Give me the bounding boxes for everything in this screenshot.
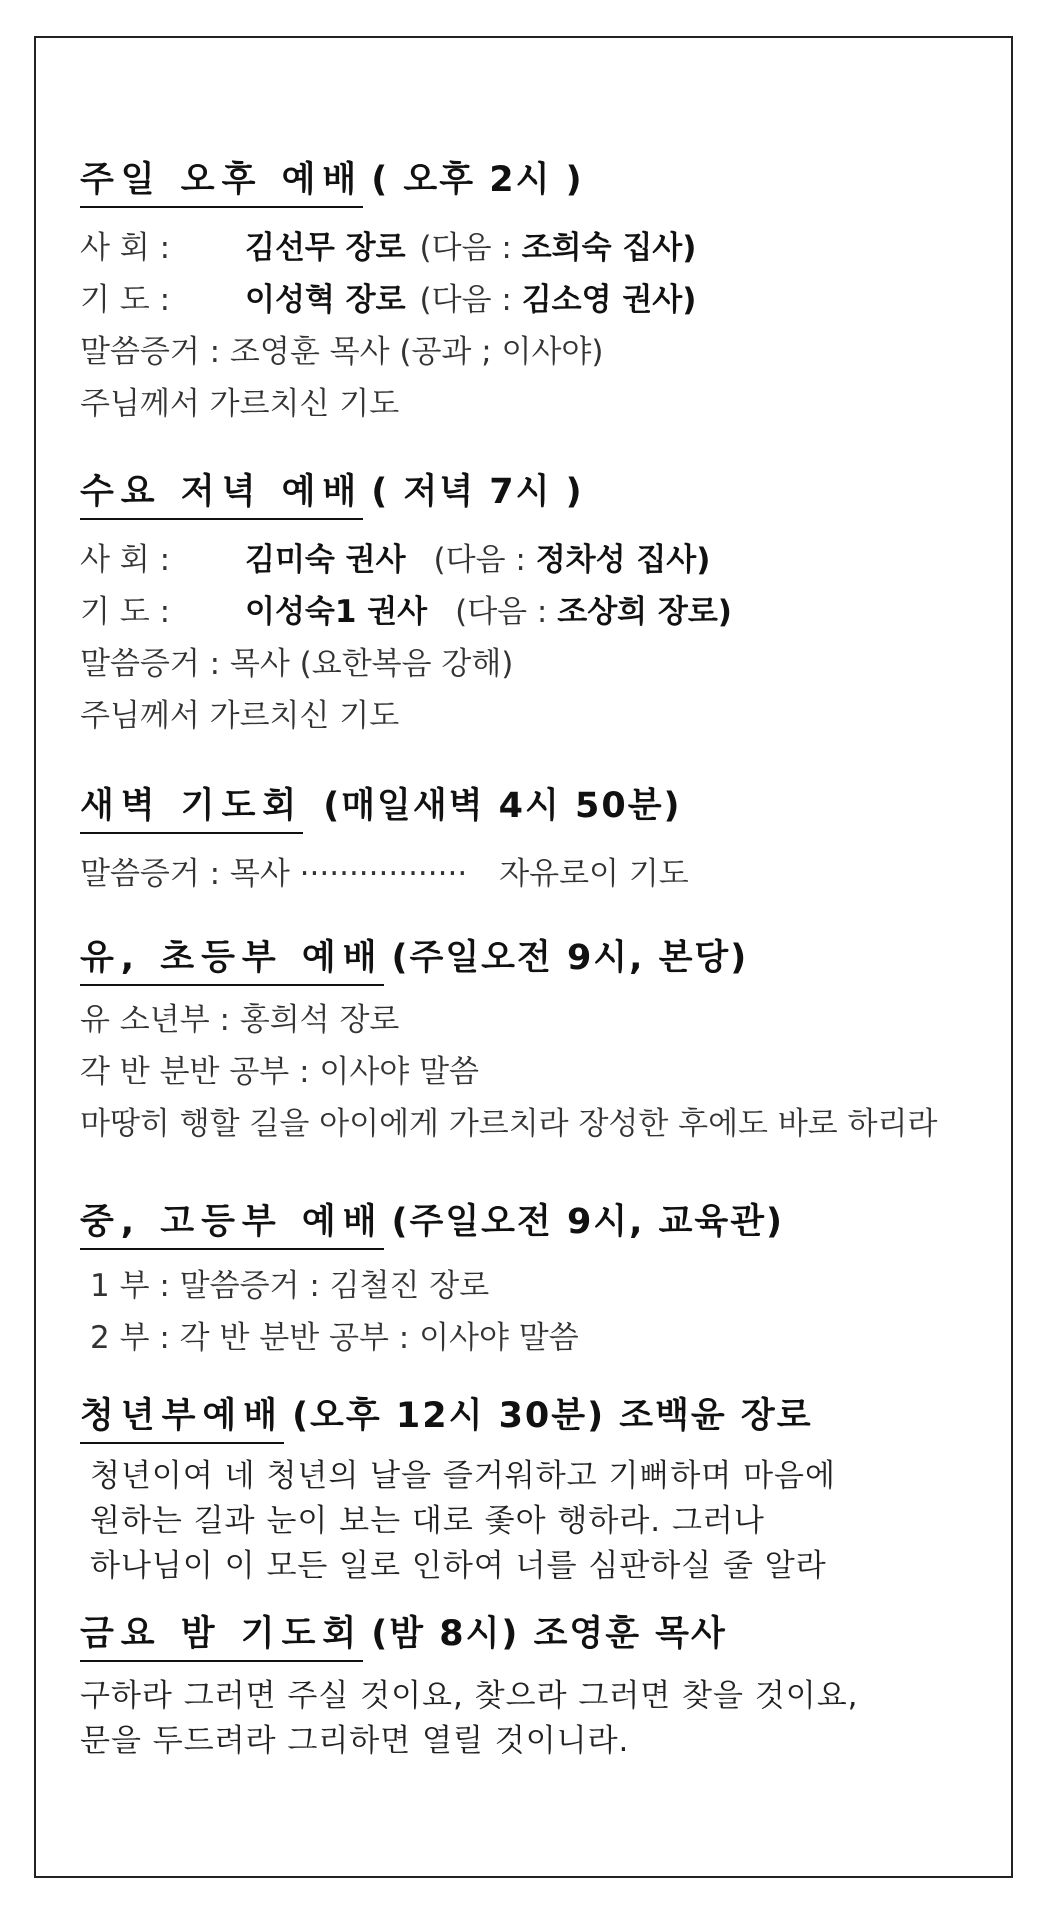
prayer-row [80,586,980,638]
section-time: ( 저녁 7시 ) [371,472,584,512]
row-label: 기 도 : [80,282,171,318]
section-young-adult [80,1394,980,1589]
section-title: 새벽 기도회 [80,784,303,834]
next-name: 조희숙 집사) [521,230,697,266]
section-heading [80,1612,980,1662]
free-prayer: 자유로이 기도 [499,856,689,892]
section-title: 금요 밤 기도회 [80,1612,363,1662]
next-label: (다음 : [433,542,526,578]
verse-line: 구하라 그러면 주실 것이요, 찾으라 그러면 찾을 것이요, [80,1678,859,1714]
verse-line: 청년이여 네 청년의 날을 즐거워하고 기뻐하며 마음에 [90,1458,836,1494]
section-heading [80,470,980,520]
prayer-name: 이성숙1 권사 [245,594,428,630]
section-sunday-afternoon [80,158,980,430]
next-label: (다음 : [419,230,512,266]
sermon-row: 말씀증거 : 목사 (요한복음 강해) [80,646,514,682]
section-time: (주일오전 9시, 본당) [391,938,749,978]
section-middle-high [80,1200,980,1364]
class-row: 각 반 분반 공부 : 이사야 말씀 [80,1054,479,1090]
next-name: 정차성 집사) [535,542,711,578]
lords-prayer-row: 주님께서 가르치신 기도 [80,386,400,422]
sermon-row: 말씀증거 : 조영훈 목사 (공과 ; 이사야) [80,334,604,370]
youth-row: 유 소년부 : 홍희석 장로 [80,1002,400,1038]
row-label: 사 회 : [80,542,171,578]
section-title: 수요 저녁 예배 [80,470,363,520]
section-heading [80,784,980,834]
sermon-row [80,848,980,900]
next-label: (다음 : [455,594,548,630]
part2-row: 2 부 : 각 반 분반 공부 : 이사야 말씀 [90,1320,579,1356]
verse-row: 마땅히 행할 길을 아이에게 가르치라 장성한 후에도 바로 하리라 [80,1106,938,1142]
section-heading [80,1394,980,1444]
section-wednesday-evening [80,470,980,742]
next-label: (다음 : [419,282,512,318]
section-title: 중, 고등부 예배 [80,1200,384,1250]
section-heading [80,158,980,208]
prayer-row [80,274,980,326]
section-heading [80,936,980,986]
section-elementary [80,936,980,1150]
part1-row: 1 부 : 말씀증거 : 김철진 장로 [90,1268,490,1304]
presider-row [80,534,980,586]
next-name: 김소영 권사) [521,282,697,318]
section-title: 주일 오후 예배 [80,158,363,208]
section-dawn-prayer [80,784,980,900]
section-friday-night [80,1612,980,1764]
prayer-name: 이성혁 장로 [245,282,406,318]
sermon-label: 말씀증거 : 목사 ················· [80,856,468,892]
next-name: 조상희 장로) [557,594,732,630]
section-time: ( 오후 2시 ) [371,160,584,200]
section-time: (주일오전 9시, 교육관) [391,1202,785,1242]
section-title: 유, 초등부 예배 [80,936,384,986]
verse-line: 하나님이 이 모든 일로 인하여 너를 심판하실 줄 알라 [90,1548,827,1584]
section-title: 청년부예배 [80,1394,284,1444]
row-label: 기 도 : [80,594,171,630]
lords-prayer-row: 주님께서 가르치신 기도 [80,698,400,734]
verse-line: 문을 두드려라 그리하면 열릴 것이니라. [80,1723,630,1759]
section-heading [80,1200,980,1250]
section-time: (오후 12시 30분) 조백윤 장로 [292,1396,813,1436]
presider-name: 김선무 장로 [245,230,406,266]
presider-row [80,222,980,274]
row-label: 사 회 : [80,230,171,266]
presider-name: 김미숙 권사 [245,542,406,578]
section-time: (매일새벽 4시 50분) [323,786,682,826]
verse-line: 원하는 길과 눈이 보는 대로 좇아 행하라. 그러나 [90,1503,765,1539]
section-time: (밤 8시) 조영훈 목사 [371,1614,727,1654]
